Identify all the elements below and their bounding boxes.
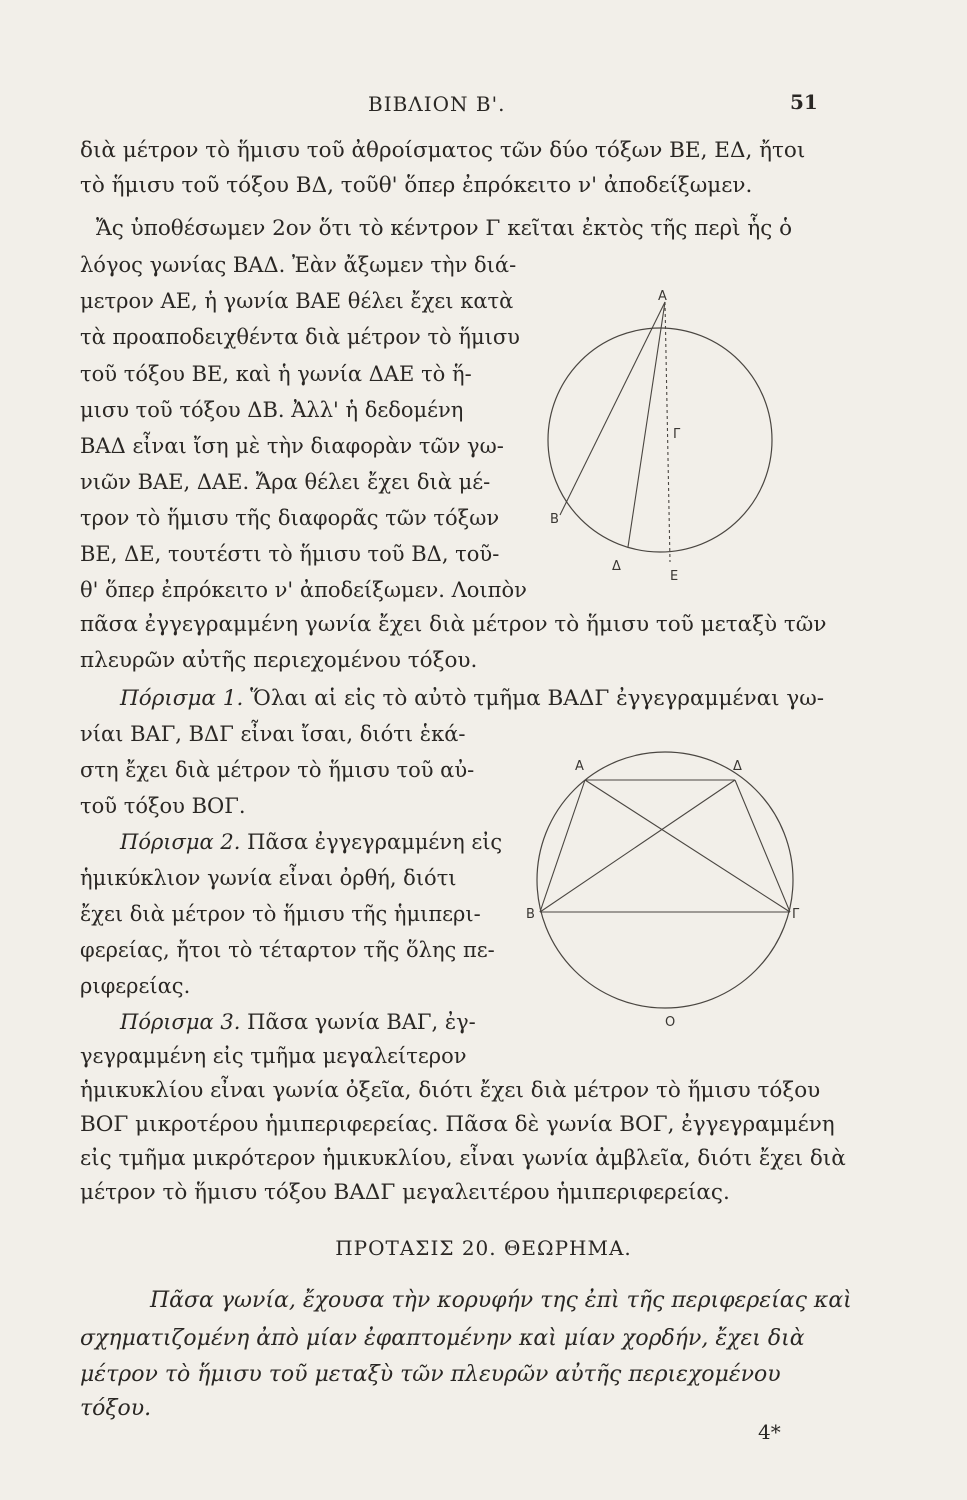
corollary-label: Πόρισμα 3.: [120, 1010, 241, 1034]
text-line: εἰς τμῆμα μικρότερον ἡμικυκλίου, εἶναι γωνία ἀμβλεῖα, διότι ἔχει διὰ: [80, 1146, 846, 1171]
label-a: Α: [575, 759, 584, 774]
label-b: Β: [550, 512, 559, 527]
label-b: Β: [526, 907, 535, 922]
corollary-label: Πόρισμα 2.: [120, 830, 241, 854]
chord-dg: [735, 780, 790, 912]
text-line: ἡμικύκλιον γωνία εἶναι ὀρθή, διότι: [80, 866, 457, 890]
text-line: ριφερείας.: [80, 974, 191, 998]
figure-inscribed-angle-1: [540, 290, 770, 590]
label-e: Ε: [670, 569, 679, 584]
label-o: Ο: [665, 1015, 676, 1030]
text-line: πᾶσα ἐγγεγραμμένη γωνία ἔχει διὰ μέτρον τὸ ἥμισυ τοῦ μεταξὺ τῶν: [80, 612, 827, 637]
text-line: Πόρισμα 2. Πᾶσα ἐγγεγραμμένη εἰς: [120, 830, 503, 854]
page-header: [0, 92, 967, 122]
text-line: τοῦ τόξου ΒΕ, καὶ ἡ γωνία ΔΑΕ τὸ ἥ-: [80, 362, 472, 386]
text-line: λόγος γωνίας ΒΑΔ. Ἐὰν ἄξωμεν τὴν διά-: [80, 253, 517, 277]
theorem-line: Πᾶσα γωνία, ἔχουσα τὴν κορυφήν της ἐπὶ τῆς περιφερείας καὶ: [150, 1288, 852, 1313]
figure-inscribed-angle-2: [520, 760, 810, 1030]
proposition-heading: ΠΡΟΤΑΣΙΣ 20. ΘΕΩΡΗΜΑ.: [335, 1236, 632, 1260]
chord-ab: [540, 780, 585, 912]
circle: [548, 328, 772, 552]
text-line: ἔχει διὰ μέτρον τὸ ἥμισυ τῆς ἡμιπερι-: [80, 902, 481, 926]
page-number: 51: [790, 90, 818, 114]
label-d: Δ: [612, 559, 621, 574]
text-line: μετρον ΑΕ, ἡ γωνία ΒΑΕ θέλει ἔχει κατὰ: [80, 289, 514, 313]
running-head: ΒΙΒΛΙΟΝ Β'.: [368, 92, 506, 116]
signature-mark: 4*: [758, 1420, 781, 1444]
text-line: ἡμικυκλίου εἶναι γωνία ὀξεῖα, διότι ἔχει διὰ μέτρον τὸ ἥμισυ τόξου: [80, 1078, 821, 1103]
text-line: νιῶν ΒΑΕ, ΔΑΕ. Ἄρα θέλει ἔχει διὰ μέ-: [80, 470, 491, 494]
label-d: Δ: [733, 759, 742, 774]
text-line: ΒΕ, ΔΕ, τουτέστι τὸ ἥμισυ τοῦ ΒΔ, τοῦ-: [80, 542, 500, 566]
text-line: ΒΑΔ εἶναι ἴση μὲ τὴν διαφορὰν τῶν γω-: [80, 434, 504, 458]
theorem-line: σχηματιζομένη ἀπὸ μίαν ἐφαπτομένην καὶ μίαν χορδήν, ἔχει διὰ: [80, 1326, 805, 1351]
text-line: τοῦ τόξου ΒΟΓ.: [80, 794, 246, 818]
text-line: Πόρισμα 3. Πᾶσα γωνία ΒΑΓ, ἐγ-: [120, 1010, 476, 1034]
circle: [537, 752, 793, 1008]
label-a: Α: [658, 289, 667, 304]
text-line: θ' ὅπερ ἐπρόκειτο ν' ἀποδείξωμεν. Λοιπὸν: [80, 578, 527, 602]
text-line: Πόρισμα 1. Ὅλαι αἱ εἰς τὸ αὐτὸ τμῆμα ΒΑΔΓ ἐγγεγραμμέναι γω-: [120, 686, 825, 711]
text-line: πλευρῶν αὐτῆς περιεχομένου τόξου.: [80, 648, 478, 673]
theorem-line: μέτρον τὸ ἥμισυ τοῦ μεταξὺ τῶν πλευρῶν αὐτῆς περιεχομένου: [80, 1362, 781, 1387]
text-line: διὰ μέτρον τὸ ἥμισυ τοῦ ἀθροίσματος τῶν δύο τόξων ΒΕ, ΕΔ, ἤτοι: [80, 138, 806, 163]
text-line: Ἄς ὑποθέσωμεν 2ον ὅτι τὸ κέντρον Γ κεῖται ἐκτὸς τῆς περὶ ἧς ὁ: [96, 216, 793, 241]
diameter-ae: [665, 302, 670, 562]
text-line: τὰ προαποδειχθέντα διὰ μέτρον τὸ ἥμισυ: [80, 325, 520, 349]
text-line: μέτρον τὸ ἥμισυ τόξου ΒΑΔΓ μεγαλειτέρου ἡμιπεριφερείας.: [80, 1180, 730, 1205]
text-line: νίαι ΒΑΓ, ΒΔΓ εἶναι ἴσαι, διότι ἑκά-: [80, 722, 466, 746]
text-line: φερείας, ἤτοι τὸ τέταρτον τῆς ὅλης πε-: [80, 938, 495, 962]
label-g: Γ: [673, 427, 681, 442]
text-line: στη ἔχει διὰ μέτρον τὸ ἥμισυ τοῦ αὐ-: [80, 758, 475, 782]
text-line: μισυ τοῦ τόξου ΔΒ. Ἀλλ' ἡ δεδομένη: [80, 398, 464, 422]
text-line: γεγραμμένη εἰς τμῆμα μεγαλείτερον: [80, 1044, 467, 1068]
chord-db: [540, 780, 735, 912]
text-line: ΒΟΓ μικροτέρου ἡμιπεριφερείας. Πᾶσα δὲ γωνία ΒΟΓ, ἐγγεγραμμένη: [80, 1112, 835, 1137]
label-g: Γ: [792, 907, 800, 922]
theorem-line: τόξου.: [80, 1396, 152, 1421]
text-line: τρον τὸ ἥμισυ τῆς διαφορᾶς τῶν τόξων: [80, 506, 500, 530]
text-line: τὸ ἥμισυ τοῦ τόξου ΒΔ, τοῦθ' ὅπερ ἐπρόκειτο ν' ἀποδείξωμεν.: [80, 173, 753, 198]
corollary-label: Πόρισμα 1.: [120, 686, 244, 711]
chord-ag: [585, 780, 790, 912]
